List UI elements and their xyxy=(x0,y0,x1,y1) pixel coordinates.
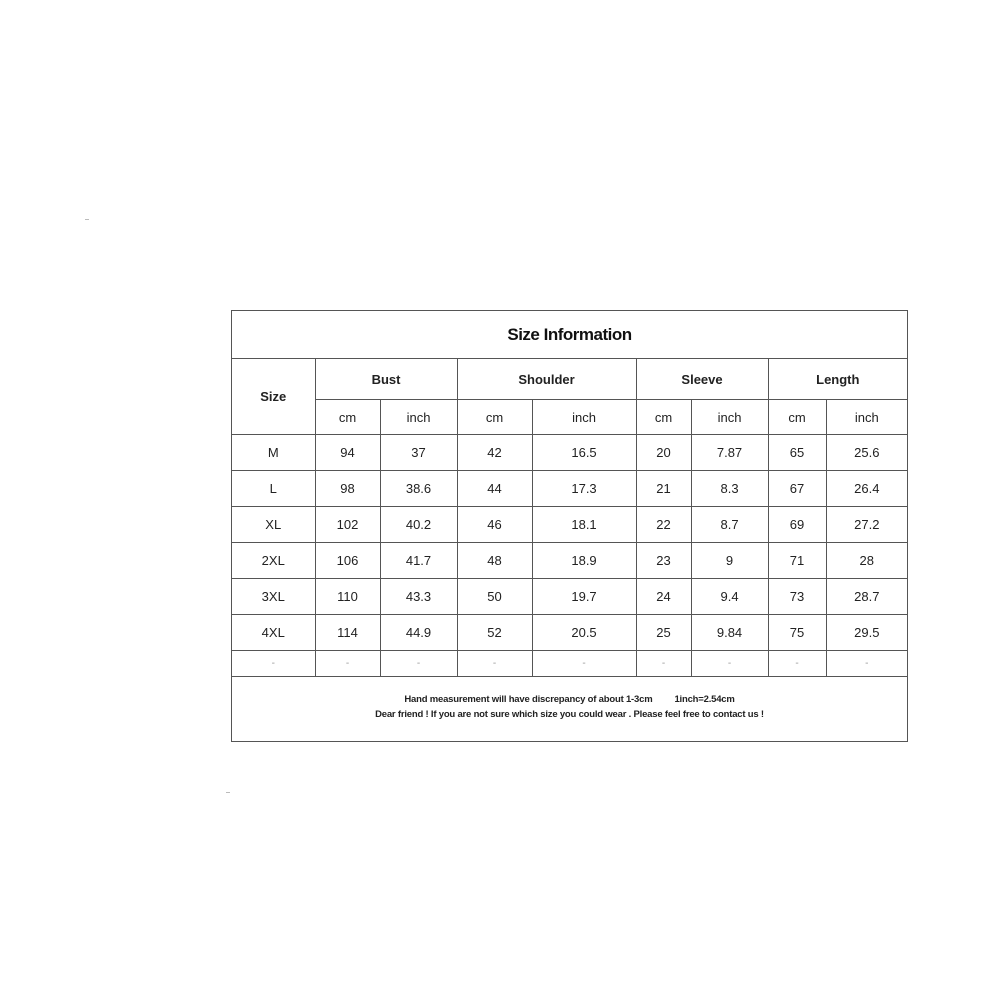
size-label-cell: 2XL xyxy=(232,543,315,579)
table-row xyxy=(232,651,907,677)
length-header: Length xyxy=(768,359,907,400)
measurement-cell: 25 xyxy=(636,615,691,651)
measurement-cell: 69 xyxy=(768,507,826,543)
size-label-cell: - xyxy=(232,651,315,677)
measurement-cell: 28 xyxy=(826,543,907,579)
measurement-cell: 43.3 xyxy=(380,579,457,615)
footer-notes xyxy=(232,677,907,737)
length-cm-header: cm xyxy=(768,400,826,435)
measurement-cell: 67 xyxy=(768,471,826,507)
table-row xyxy=(232,435,907,471)
measurement-cell: 28.7 xyxy=(826,579,907,615)
measurement-cell: 17.3 xyxy=(532,471,636,507)
measurement-cell: 114 xyxy=(315,615,380,651)
measurement-cell: 37 xyxy=(380,435,457,471)
measurement-cell: 75 xyxy=(768,615,826,651)
sleeve-cm-header: cm xyxy=(636,400,691,435)
size-table xyxy=(232,359,907,677)
measurement-cell: 8.3 xyxy=(691,471,768,507)
measurement-cell: 18.1 xyxy=(532,507,636,543)
measurement-cell: 73 xyxy=(768,579,826,615)
measurement-cell: 25.6 xyxy=(826,435,907,471)
measurement-cell: 50 xyxy=(457,579,532,615)
measurement-cell: 48 xyxy=(457,543,532,579)
measurement-cell: 16.5 xyxy=(532,435,636,471)
measurement-cell: 29.5 xyxy=(826,615,907,651)
measurement-cell: - xyxy=(636,651,691,677)
sleeve-header: Sleeve xyxy=(636,359,768,400)
measurement-cell: - xyxy=(691,651,768,677)
size-label-cell: L xyxy=(232,471,315,507)
size-label-cell: 4XL xyxy=(232,615,315,651)
size-chart xyxy=(231,310,908,742)
measurement-cell: 52 xyxy=(457,615,532,651)
size-column-header: Size xyxy=(232,359,315,435)
table-row xyxy=(232,615,907,651)
table-row xyxy=(232,579,907,615)
measurement-cell: 26.4 xyxy=(826,471,907,507)
size-label-cell: M xyxy=(232,435,315,471)
measurement-cell: 20 xyxy=(636,435,691,471)
measurement-note: Hand measurement will have discrepancy of about 1-3cm xyxy=(404,694,653,705)
size-label-cell: 3XL xyxy=(232,579,315,615)
sleeve-inch-header: inch xyxy=(691,400,768,435)
contact-note: Dear friend ! If you are not sure which size you could wear . Please feel free to contact us ! xyxy=(375,709,764,720)
measurement-cell: 38.6 xyxy=(380,471,457,507)
measurement-cell: - xyxy=(826,651,907,677)
bust-inch-header: inch xyxy=(380,400,457,435)
size-label-cell: XL xyxy=(232,507,315,543)
measurement-cell: 20.5 xyxy=(532,615,636,651)
measurement-cell: 21 xyxy=(636,471,691,507)
shoulder-inch-header: inch xyxy=(532,400,636,435)
measurement-cell: 22 xyxy=(636,507,691,543)
unit-header-row xyxy=(232,400,907,435)
measurement-cell: 40.2 xyxy=(380,507,457,543)
measurement-cell: 24 xyxy=(636,579,691,615)
measurement-cell: 42 xyxy=(457,435,532,471)
measurement-cell: - xyxy=(532,651,636,677)
measurement-cell: 98 xyxy=(315,471,380,507)
measurement-cell: 19.7 xyxy=(532,579,636,615)
measurement-cell: 7.87 xyxy=(691,435,768,471)
measurement-cell: 106 xyxy=(315,543,380,579)
measurement-cell: 102 xyxy=(315,507,380,543)
measurement-cell: 46 xyxy=(457,507,532,543)
measurement-cell: 94 xyxy=(315,435,380,471)
measurement-cell: 44.9 xyxy=(380,615,457,651)
measurement-cell: 9 xyxy=(691,543,768,579)
measurement-cell: - xyxy=(380,651,457,677)
length-inch-header: inch xyxy=(826,400,907,435)
measurement-cell: 41.7 xyxy=(380,543,457,579)
measurement-cell: 71 xyxy=(768,543,826,579)
bust-cm-header: cm xyxy=(315,400,380,435)
measurement-cell: 9.4 xyxy=(691,579,768,615)
measurement-cell: 18.9 xyxy=(532,543,636,579)
measurement-cell: 44 xyxy=(457,471,532,507)
measurement-cell: 27.2 xyxy=(826,507,907,543)
measurement-cell: - xyxy=(315,651,380,677)
measurement-cell: 23 xyxy=(636,543,691,579)
measurement-cell: 110 xyxy=(315,579,380,615)
measurement-cell: 9.84 xyxy=(691,615,768,651)
table-row xyxy=(232,471,907,507)
measurement-cell: - xyxy=(457,651,532,677)
conversion-note: 1inch=2.54cm xyxy=(674,694,735,705)
group-header-row xyxy=(232,359,907,400)
measurement-cell: - xyxy=(768,651,826,677)
table-row xyxy=(232,543,907,579)
shoulder-header: Shoulder xyxy=(457,359,636,400)
table-row xyxy=(232,507,907,543)
measurement-cell: 65 xyxy=(768,435,826,471)
measurement-cell: 8.7 xyxy=(691,507,768,543)
measurement-note-line xyxy=(404,692,734,707)
bust-header: Bust xyxy=(315,359,457,400)
shoulder-cm-header: cm xyxy=(457,400,532,435)
chart-title: Size Information xyxy=(232,311,907,359)
